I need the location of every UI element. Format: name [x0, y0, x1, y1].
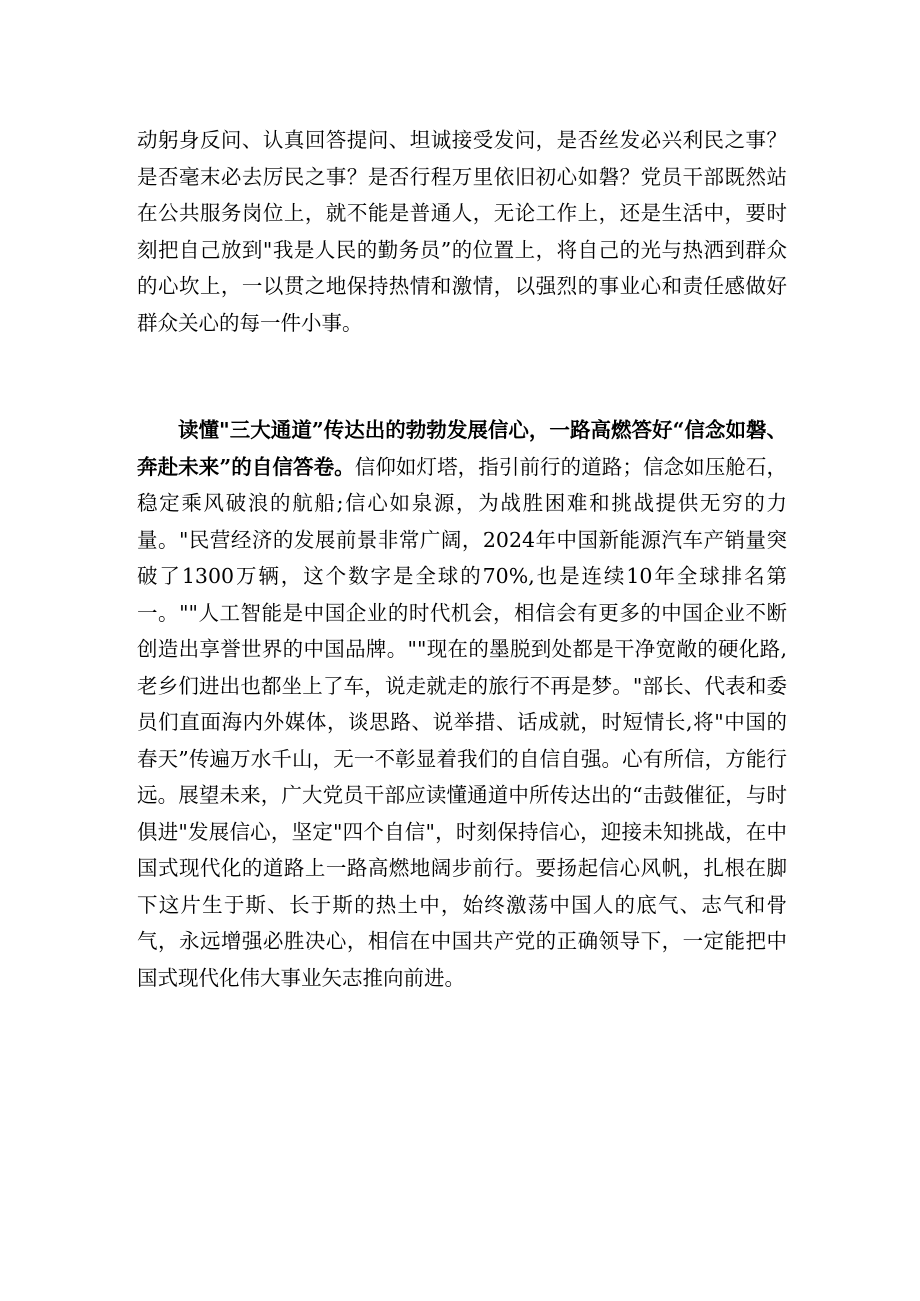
body-paragraph-2 [137, 412, 787, 996]
body-paragraph-1: 动躬身反问、认真回答提问、坦诚接受发问，是否丝发必兴利民之事？是否毫末必去厉民之事？是否行程万里依旧初心如磐？党员干部既然站在公共服务岗位上，就不能是普通人，无论工作上，还是生活中，要时刻把自己放到"我是人民的勤务员”的位置上，将自己的光与热洒到群众的心坎上，一以贯之地保持热情和激情，以强烈的事业心和责任感做好群众关心的每一件小事。 [137, 128, 787, 335]
paragraph-2-body-text: 信仰如灯塔，指引前行的道路；信念如压舱石，稳定乘风破浪的航船;信心如泉源，为战胜困难和挑战提供无穷的力量。"民营经济的发展前景非常广阔，2024年中国新能源汽车产销量突破了1300万辆，这个数字是全球的70%,也是连续10年全球排名第一。""人工智能是中国企业的时代机会，相信会有更多的中国企业不断创造出享誉世界的中国品牌。""现在的墨脱到处都是干净宽敞的硬化路,老乡们进出也都坐上了车，说走就走的旅行不再是梦。"部长、代表和委员们直面海内外媒体，谈思路、说举措、话成就，时短情长,将"中国的春天”传遍万水千山，无一不彰显着我们的自信自强。心有所信，方能行远。展望未来，广大党员干部应读懂通道中所传达出的“击鼓催征，与时俱进"发展信心，坚定"四个自信"，时刻保持信心，迎接未知挑战，在中国式现代化的道路上一路高燃地阔步前行。要扬起信心风帆，扎根在脚下这片生于斯、长于斯的热土中，始终激荡中国人的底气、志气和骨气，永远增强必胜决心，相信在中国共产党的正确领导下，一定能把中国式现代化伟大事业矢志推向前进。 [137, 454, 787, 990]
paragraph-2-lead-sentence: 读懂"三大通道”传达出的勃勃发展信心，一路高燃答好“信念如磐、奔赴未来”的自信答卷。 [137, 418, 787, 479]
